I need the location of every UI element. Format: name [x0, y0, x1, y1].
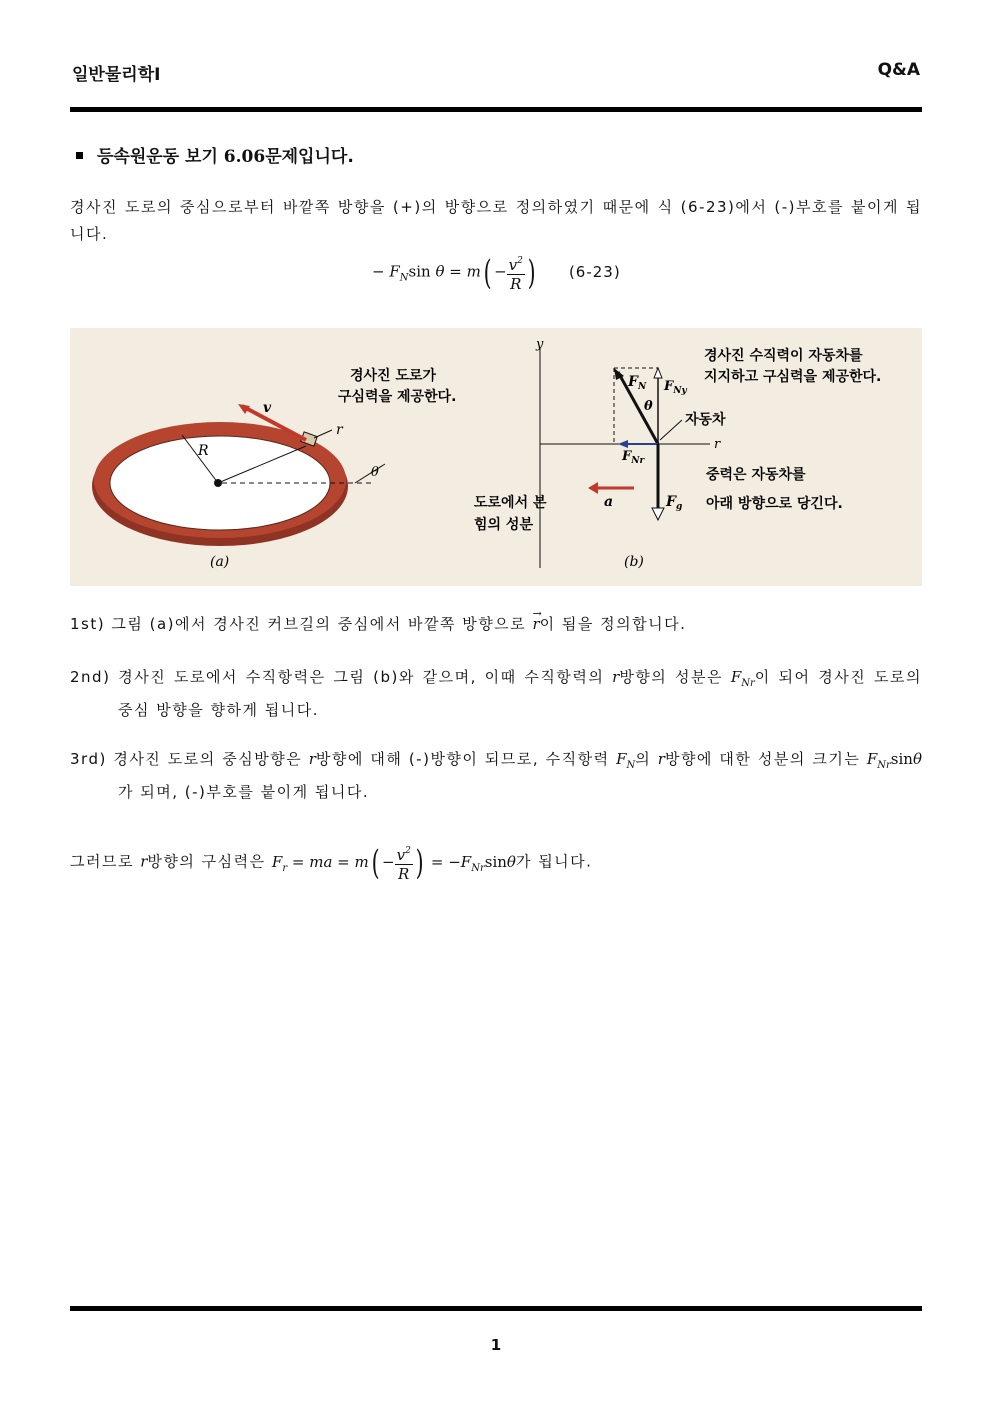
acceleration-arrowhead: [588, 482, 598, 494]
step-3-label: 3rd): [70, 750, 107, 768]
step-2-var-r: r: [612, 668, 620, 686]
label-a: a: [604, 494, 614, 510]
square-bullet-icon: [76, 152, 83, 159]
header-qa-label: Q&A: [877, 60, 920, 80]
gravity-arrowhead: [652, 508, 664, 520]
footer-rule: [70, 1306, 922, 1311]
label-FNr: $F_{Nr}$: [622, 449, 645, 466]
label-FN: $F_N$: [628, 374, 647, 392]
normal-label-line1: 경사진 수직력이 자동차를: [704, 348, 863, 364]
label-v: v: [263, 400, 272, 416]
label-Fg: $F_g$: [666, 494, 683, 512]
step-2-text-a: 경사진 도로에서 수직항력은 그림 (b)와 같으며, 이때 수직항력의: [118, 668, 605, 686]
caption-b: (b): [624, 554, 644, 570]
step-3: [70, 746, 922, 806]
step-2-text-b: 방향의 성분은: [619, 668, 724, 686]
fny-arrowhead: [654, 368, 662, 378]
label-theta-a: θ: [371, 465, 379, 480]
gravity-label-line2: 아래 방향으로 당긴다.: [706, 496, 843, 512]
equation-number: (6-23): [568, 262, 621, 281]
step-1-label: 1st): [70, 615, 106, 633]
step-2-FNr: $F_{Nr}$: [730, 668, 755, 689]
step-1: [70, 611, 922, 638]
label-FNy: $F_{Ny}$: [664, 379, 687, 396]
step-3-FN: $F_N$: [616, 750, 636, 771]
step-3-FNr-sin: $F_{Nr}\sin\theta$: [866, 750, 922, 771]
step-1-vector-r: → r: [532, 611, 539, 638]
equation-6-23: − $F_N\sin$ θ = m( − $\frac{v^2}{R}$ ) (6-23): [372, 252, 621, 293]
intro-paragraph: 경사진 도로의 중심으로부터 바깥쪽 방향을 (+)의 방향으로 정의하였기 때문에 식 (6-23)에서 (-)부호를 붙이게 됩니다.: [70, 198, 922, 243]
r-pointer: [314, 430, 332, 438]
figure-svg: [70, 328, 922, 586]
section-title-prefix: 등속원운동 보기: [97, 147, 224, 167]
label-R: R: [198, 443, 209, 459]
gravity-label-line1: 중력은 자동차를: [706, 467, 806, 483]
step-1-text-b: 이 됨을 정의합니다.: [539, 615, 687, 633]
car-label: 자동차: [685, 412, 726, 428]
page-number: 1: [490, 1336, 502, 1354]
step-3-text-d: 방향에 대한 성분의 크기는: [664, 750, 861, 768]
header-course-title: 일반물리학I: [72, 65, 161, 85]
road-label-line2: 구심력을 제공한다.: [338, 389, 457, 405]
section-title-suffix: 문제입니다.: [265, 147, 354, 167]
component-label-line2: 힘의 성분: [474, 517, 533, 533]
step-2-text-c: 이 되어 경사진 도로의 중심 방향을 향하게 됩니다.: [118, 668, 922, 719]
step-2: [70, 664, 922, 724]
header-rule: [70, 107, 922, 112]
conclusion-text-b: 방향의 구심력은: [147, 852, 266, 871]
conclusion-text-a: 그러므로: [70, 852, 134, 871]
axis-r-label: r: [714, 437, 721, 452]
axis-y-label: y: [536, 337, 544, 352]
step-2-label: 2nd): [70, 668, 111, 686]
label-theta-b: θ: [644, 399, 653, 414]
bank-angle-line: [355, 464, 385, 483]
car-pointer: [660, 420, 682, 440]
conclusion-text-c: 가 됩니다.: [515, 852, 593, 871]
step-3-var-r: r: [308, 750, 316, 768]
conclusion: [70, 842, 922, 883]
step-3-text-a: 경사진 도로의 중심방향은: [113, 750, 303, 768]
label-r: r: [336, 422, 343, 438]
step-3-text-c: 의: [635, 750, 652, 768]
conclusion-var-r: r: [140, 852, 148, 871]
section-title-number: 6.06: [223, 147, 266, 167]
figure-a: [92, 367, 456, 570]
figure-b: [474, 337, 881, 570]
step-3-text-b: 방향에 대해 (-)방향이 되므로, 수직항력: [315, 750, 610, 768]
road-label-line1: 경사진 도로가: [350, 368, 437, 384]
figure-banked-curve: [70, 328, 922, 586]
caption-a: (a): [210, 554, 230, 570]
step-3-text-e: 가 되며, (-)부호를 붙이게 됩니다.: [118, 783, 370, 801]
section-title: [76, 142, 354, 167]
step-3-var-r-2: r: [657, 750, 665, 768]
step-1-text-a: 그림 (a)에서 경사진 커브길의 중심에서 바깥쪽 방향으로: [111, 615, 527, 633]
conclusion-equation: $F_r$ = ma = m( − $\frac{v^2}{R}$ ) = $-F_{Nr}\sin\theta$: [271, 842, 516, 883]
normal-label-line2: 지지하고 구심력을 제공한다.: [704, 369, 882, 385]
component-label-line1: 도로에서 본: [474, 495, 547, 511]
fnr-arrowhead: [618, 440, 628, 448]
